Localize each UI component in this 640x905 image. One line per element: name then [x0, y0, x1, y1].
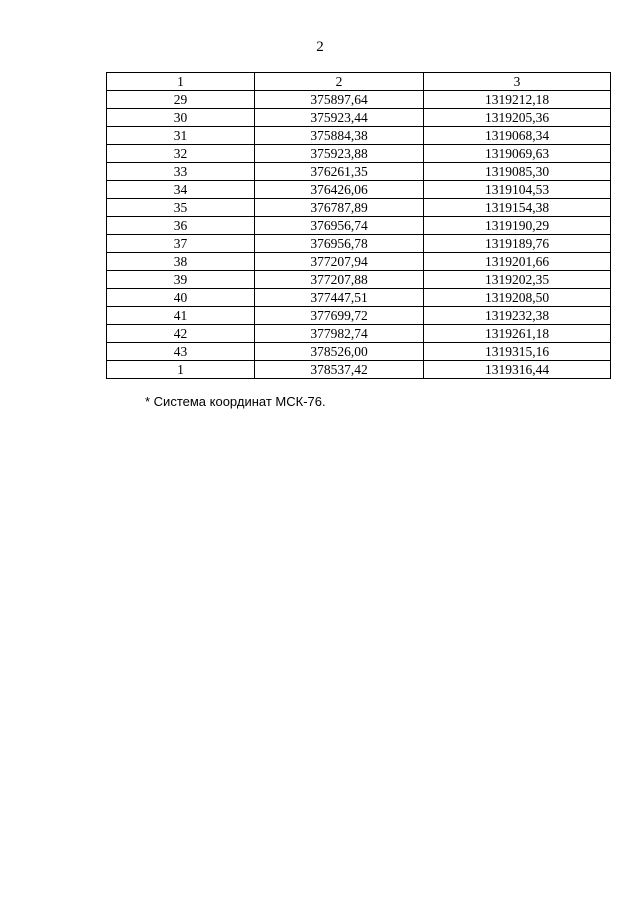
y-coordinate-cell: 1319208,50	[424, 289, 611, 307]
table-body	[107, 91, 611, 379]
x-coordinate-cell: 375884,38	[255, 127, 424, 145]
point-number-cell: 33	[107, 163, 255, 181]
x-coordinate-cell: 377982,74	[255, 325, 424, 343]
x-coordinate-cell: 377207,94	[255, 253, 424, 271]
x-coordinate-cell: 376261,35	[255, 163, 424, 181]
y-coordinate-cell: 1319104,53	[424, 181, 611, 199]
point-number-cell: 43	[107, 343, 255, 361]
point-number-cell: 29	[107, 91, 255, 109]
table-row	[107, 253, 611, 271]
x-coordinate-cell: 375923,88	[255, 145, 424, 163]
y-coordinate-cell: 1319069,63	[424, 145, 611, 163]
x-coordinate-cell: 377207,88	[255, 271, 424, 289]
point-number-cell: 35	[107, 199, 255, 217]
y-coordinate-cell: 1319202,35	[424, 271, 611, 289]
table-row	[107, 361, 611, 379]
x-coordinate-cell: 376956,74	[255, 217, 424, 235]
y-coordinate-cell: 1319261,18	[424, 325, 611, 343]
point-number-cell: 1	[107, 361, 255, 379]
y-coordinate-cell: 1319212,18	[424, 91, 611, 109]
table-row	[107, 271, 611, 289]
y-coordinate-cell: 1319190,29	[424, 217, 611, 235]
table-row	[107, 199, 611, 217]
table-row	[107, 109, 611, 127]
point-number-cell: 31	[107, 127, 255, 145]
x-coordinate-cell: 376426,06	[255, 181, 424, 199]
point-number-cell: 36	[107, 217, 255, 235]
footnote: * Система координат МСК-76.	[145, 394, 326, 409]
x-coordinate-cell: 375923,44	[255, 109, 424, 127]
y-coordinate-cell: 1319154,38	[424, 199, 611, 217]
table-row	[107, 325, 611, 343]
x-coordinate-cell: 378537,42	[255, 361, 424, 379]
point-number-cell: 40	[107, 289, 255, 307]
table-row	[107, 289, 611, 307]
point-number-cell: 39	[107, 271, 255, 289]
y-coordinate-cell: 1319189,76	[424, 235, 611, 253]
y-coordinate-cell: 1319232,38	[424, 307, 611, 325]
table-row	[107, 145, 611, 163]
y-coordinate-cell: 1319315,16	[424, 343, 611, 361]
table-row	[107, 235, 611, 253]
table-row	[107, 307, 611, 325]
column-header-x: 2	[255, 73, 424, 91]
x-coordinate-cell: 378526,00	[255, 343, 424, 361]
column-header-y: 3	[424, 73, 611, 91]
x-coordinate-cell: 377699,72	[255, 307, 424, 325]
y-coordinate-cell: 1319068,34	[424, 127, 611, 145]
page-number: 2	[316, 39, 324, 55]
x-coordinate-cell: 375897,64	[255, 91, 424, 109]
table-row	[107, 163, 611, 181]
y-coordinate-cell: 1319316,44	[424, 361, 611, 379]
x-coordinate-cell: 376956,78	[255, 235, 424, 253]
point-number-cell: 41	[107, 307, 255, 325]
table-row	[107, 217, 611, 235]
point-number-cell: 32	[107, 145, 255, 163]
column-header-point: 1	[107, 73, 255, 91]
table-row	[107, 181, 611, 199]
x-coordinate-cell: 376787,89	[255, 199, 424, 217]
point-number-cell: 37	[107, 235, 255, 253]
point-number-cell: 30	[107, 109, 255, 127]
point-number-cell: 38	[107, 253, 255, 271]
y-coordinate-cell: 1319085,30	[424, 163, 611, 181]
table-row	[107, 91, 611, 109]
point-number-cell: 34	[107, 181, 255, 199]
point-number-cell: 42	[107, 325, 255, 343]
y-coordinate-cell: 1319201,66	[424, 253, 611, 271]
y-coordinate-cell: 1319205,36	[424, 109, 611, 127]
table-header-row	[107, 73, 611, 91]
x-coordinate-cell: 377447,51	[255, 289, 424, 307]
table-row	[107, 343, 611, 361]
table-row	[107, 127, 611, 145]
coordinates-table	[106, 72, 611, 379]
